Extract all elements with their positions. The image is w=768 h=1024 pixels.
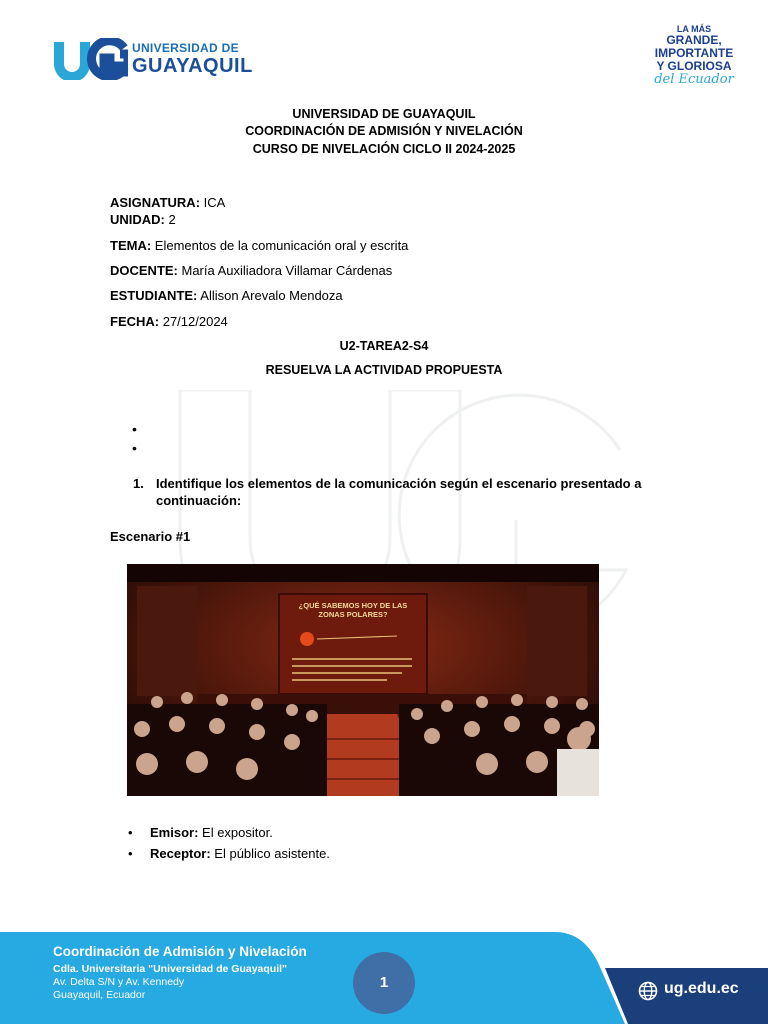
question-number: 1. (133, 476, 144, 491)
ug-mark-icon (52, 38, 128, 80)
slogan-logo (648, 24, 740, 87)
title-coordination: COORDINACIÓN DE ADMISIÓN Y NIVELACIÓN (245, 124, 523, 138)
fecha-value: 27/12/2024 (159, 314, 228, 329)
field-tema (110, 238, 408, 253)
auditorium-photo (127, 564, 599, 796)
estudiante-label: ESTUDIANTE: (110, 288, 198, 303)
footer-city: Guayaquil, Ecuador (53, 989, 146, 1001)
footer-coordination: Coordinación de Admisión y Nivelación (53, 944, 307, 959)
ug-logo (52, 38, 252, 82)
unidad-label: UNIDAD: (110, 212, 165, 227)
empty-bullet: • (132, 440, 137, 456)
bullet-icon: • (128, 846, 133, 861)
auditorium-image (127, 564, 599, 796)
field-estudiante (110, 288, 343, 303)
globe-icon (638, 981, 658, 1001)
slogan-line5: del Ecuador (654, 72, 734, 87)
slogan-line1: LA MÁS (676, 24, 712, 34)
title-course: CURSO DE NIVELACIÓN CICLO II 2024-2025 (252, 142, 516, 156)
task-code: U2-TAREA2-S4 (339, 339, 429, 353)
field-asignatura (110, 195, 225, 210)
docente-label: DOCENTE: (110, 263, 178, 278)
emisor-label: Emisor: (150, 825, 199, 840)
bullet-icon: • (128, 825, 133, 840)
asignatura-value: ICA (200, 195, 226, 210)
field-fecha (110, 314, 228, 329)
unidad-value: 2 (164, 212, 176, 227)
scenario-title: Escenario #1 (110, 529, 191, 544)
website-link[interactable]: ug.edu.ec (664, 980, 739, 997)
empty-bullet: • (132, 421, 137, 437)
receptor-label: Receptor: (150, 846, 211, 861)
asignatura-label: ASIGNATURA: (110, 195, 201, 210)
tema-label: TEMA: (110, 238, 152, 253)
footer-address: Av. Delta S/N y Av. Kennedy (53, 976, 185, 988)
slogan-line4: Y GLORIOSA (656, 59, 732, 73)
task-instruction: RESUELVA LA ACTIVIDAD PROPUESTA (265, 363, 503, 377)
logo-line2: GUAYAQUIL (132, 55, 253, 77)
logo-line1: UNIVERSIDAD DE (132, 41, 239, 55)
title-university: UNIVERSIDAD DE GUAYAQUIL (292, 107, 476, 121)
answer-emisor (128, 825, 273, 840)
slogan-line3: IMPORTANTE (654, 46, 734, 60)
docente-value: María Auxiliadora Villamar Cárdenas (177, 263, 393, 278)
receptor-value: El público asistente. (210, 846, 330, 861)
estudiante-value: Allison Arevalo Mendoza (197, 288, 343, 303)
field-unidad (110, 212, 176, 227)
page-number: 1 (353, 952, 415, 1014)
emisor-value: El expositor. (198, 825, 273, 840)
fecha-label: FECHA: (110, 314, 160, 329)
field-docente (110, 263, 392, 278)
tema-value: Elementos de la comunicación oral y escrita (151, 238, 409, 253)
answer-receptor (128, 846, 330, 861)
footer-campus: Cdla. Universitaria "Universidad de Guayaquil" (53, 963, 288, 975)
question-text: Identifique los elementos de la comunicación según el escenario presentado a continuación: (156, 476, 642, 508)
slogan-line2: GRANDE, (666, 33, 722, 47)
slide-line2: ZONAS POLARES? (318, 610, 388, 619)
slide-line1: ¿QUÉ SABEMOS HOY DE LAS (298, 601, 408, 610)
